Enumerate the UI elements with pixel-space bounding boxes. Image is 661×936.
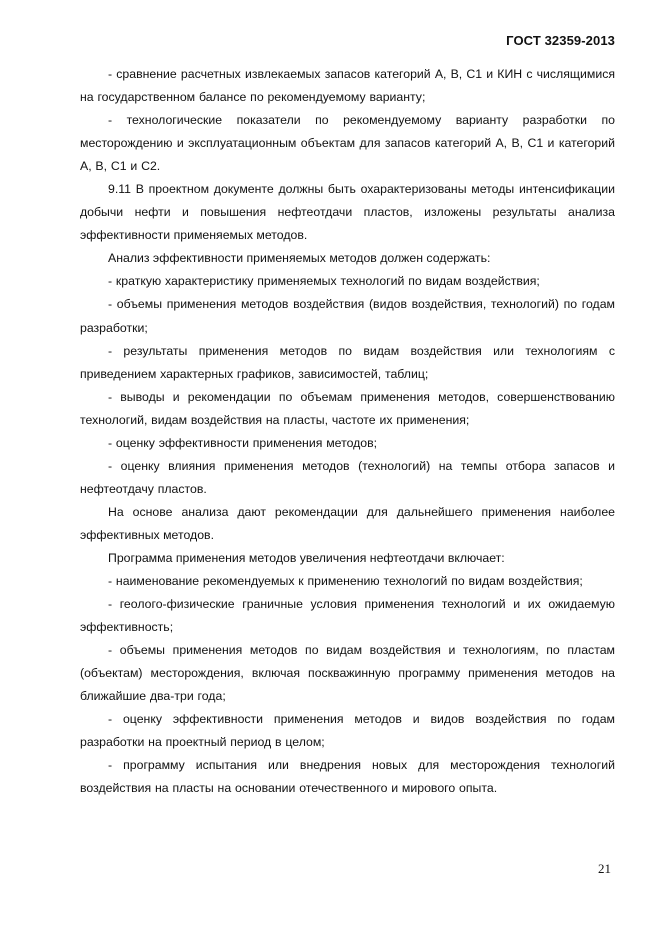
paragraph: На основе анализа дают рекомендации для дальнейшего применения наиболее эффективных методов. [80, 504, 615, 542]
list-item: - наименование рекомендуемых к применению технологий по видам воздействия; [108, 574, 583, 589]
list-item: - оценку эффективности применения методов и видов воздействия по годам разработки на проектный период в целом; [80, 712, 615, 750]
list-item: - программу испытания или внедрения новых для месторождения технологий воздействия на пласты на основании отечественного и мирового опыта. [80, 758, 615, 796]
list-item: - выводы и рекомендации по объемам применения методов, совершенствованию технологий, видам воздействия на пласты, частоте их применения; [80, 389, 615, 427]
paragraph: Анализ эффективности применяемых методов должен содержать: [108, 251, 491, 266]
list-item: - результаты применения методов по видам воздействия или технологиям с приведением характерных графиков, зависимостей, таблиц; [80, 343, 615, 381]
list-item: - объемы применения методов воздействия (видов воздействия, технологий) по годам разработки; [80, 297, 615, 335]
section-paragraph: 9.11 В проектном документе должны быть охарактеризованы методы интенсификации добычи нефти и повышения нефтеотдачи пластов, изложены результаты анализа эффективности применяемых методов. [80, 182, 615, 243]
list-item: - оценку влияния применения методов (технологий) на темпы отбора запасов и нефтеотдачу пластов. [80, 458, 615, 496]
page-number: 21 [598, 861, 611, 876]
paragraph: Программа применения методов увеличения нефтеотдачи включает: [108, 550, 505, 565]
list-item: - объемы применения методов по видам воздействия и технологиям, по пластам (объектам) месторождения, включая поскважинную программу применения методов на ближайшие два-три года; [80, 643, 615, 704]
list-item: - технологические показатели по рекомендуемому варианту разработки по месторождению и эксплуатационным объектам для запасов категорий А, В, С1 и категорий А, В, С1 и С2. [80, 113, 615, 174]
list-item: - геолого-физические граничные условия применения технологий и их ожидаемую эффективность; [80, 597, 615, 635]
list-item: - краткую характеристику применяемых технологий по видам воздействия; [108, 274, 540, 289]
document-code: ГОСТ 32359-2013 [506, 33, 615, 48]
list-item: - сравнение расчетных извлекаемых запасов категорий А, В, С1 и КИН с числящимися на государственном балансе по рекомендуемому варианту; [80, 67, 615, 105]
list-item: - оценку эффективности применения методов; [108, 435, 378, 450]
document-body [80, 63, 615, 801]
